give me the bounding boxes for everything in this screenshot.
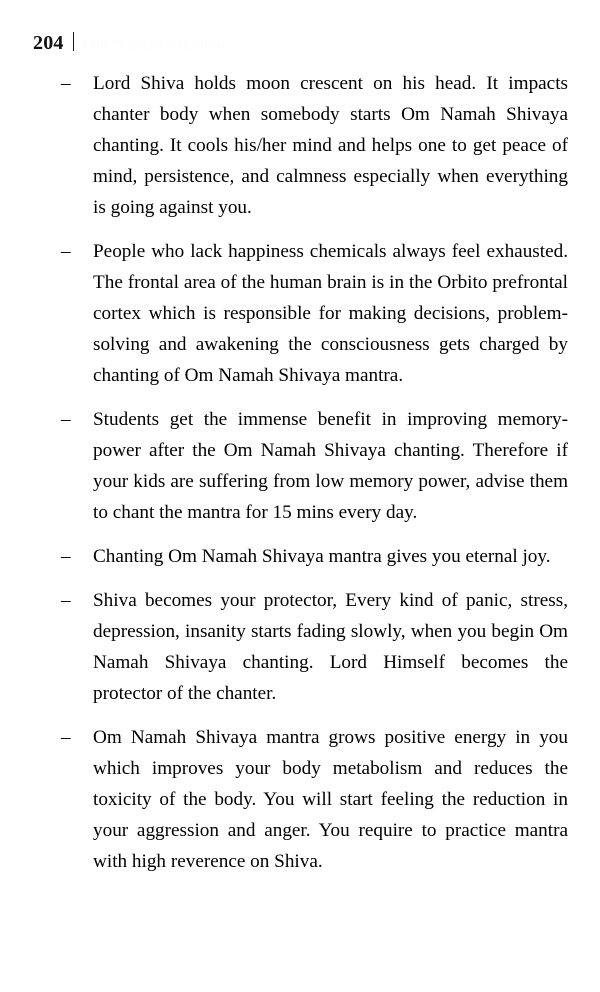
list-item-text: Om Namah Shivaya mantra grows positive energy in you which improves your body metabolism and reduces the toxicity of the body. You will start feeling the reduction in your aggression and anger. You require to practice mantra with high reverence on Shiva. [93, 727, 568, 872]
list-item [60, 585, 568, 709]
list-item-text: Students get the immense benefit in improving memory-power after the Om Namah Shivaya chanting. Therefore if your kids are suffering from low memory power, advise them to chant the mantra for 15 mins every day. [93, 409, 568, 523]
list-item-text: Shiva becomes your protector, Every kind of panic, stress, depression, insanity starts fading slowly, when you begin Om Namah Shivaya chanting. Lord Himself becomes the protector of the chanter. [93, 590, 568, 704]
list-item [60, 722, 568, 877]
list-item-text: Chanting Om Namah Shivaya mantra gives you eternal joy. [93, 546, 551, 567]
dash-bullet-icon: – [61, 727, 71, 748]
dash-bullet-icon: – [61, 73, 71, 94]
list-item-text: People who lack happiness chemicals always feel exhausted. The frontal area of the human brain is in the Orbito prefrontal cortex which is responsible for making decisions, problem-solving and awakening the consciousness gets charged by chanting of Om Namah Shivaya mantra. [93, 241, 568, 386]
list-item [60, 541, 568, 572]
dash-bullet-icon: – [61, 546, 71, 567]
page-number: 204 [33, 32, 64, 54]
list-item-text: Lord Shiva holds moon crescent on his head. It impacts chanter body when somebody starts Om Namah Shivaya chanting. It cools his/her mind and helps one to get peace of mind, persistence, and calmness especially when everything is going against you. [93, 73, 568, 218]
list-item [60, 404, 568, 528]
dash-bullet-icon: – [61, 590, 71, 611]
benefits-bullet-list [60, 68, 568, 877]
list-item [60, 68, 568, 223]
page-body [60, 68, 568, 877]
running-head [33, 30, 567, 56]
folio-divider-rule [73, 32, 74, 51]
dash-bullet-icon: – [61, 241, 71, 262]
list-item [60, 236, 568, 391]
dash-bullet-icon: – [61, 409, 71, 430]
running-title: Om Namah Shivaya [82, 34, 226, 53]
